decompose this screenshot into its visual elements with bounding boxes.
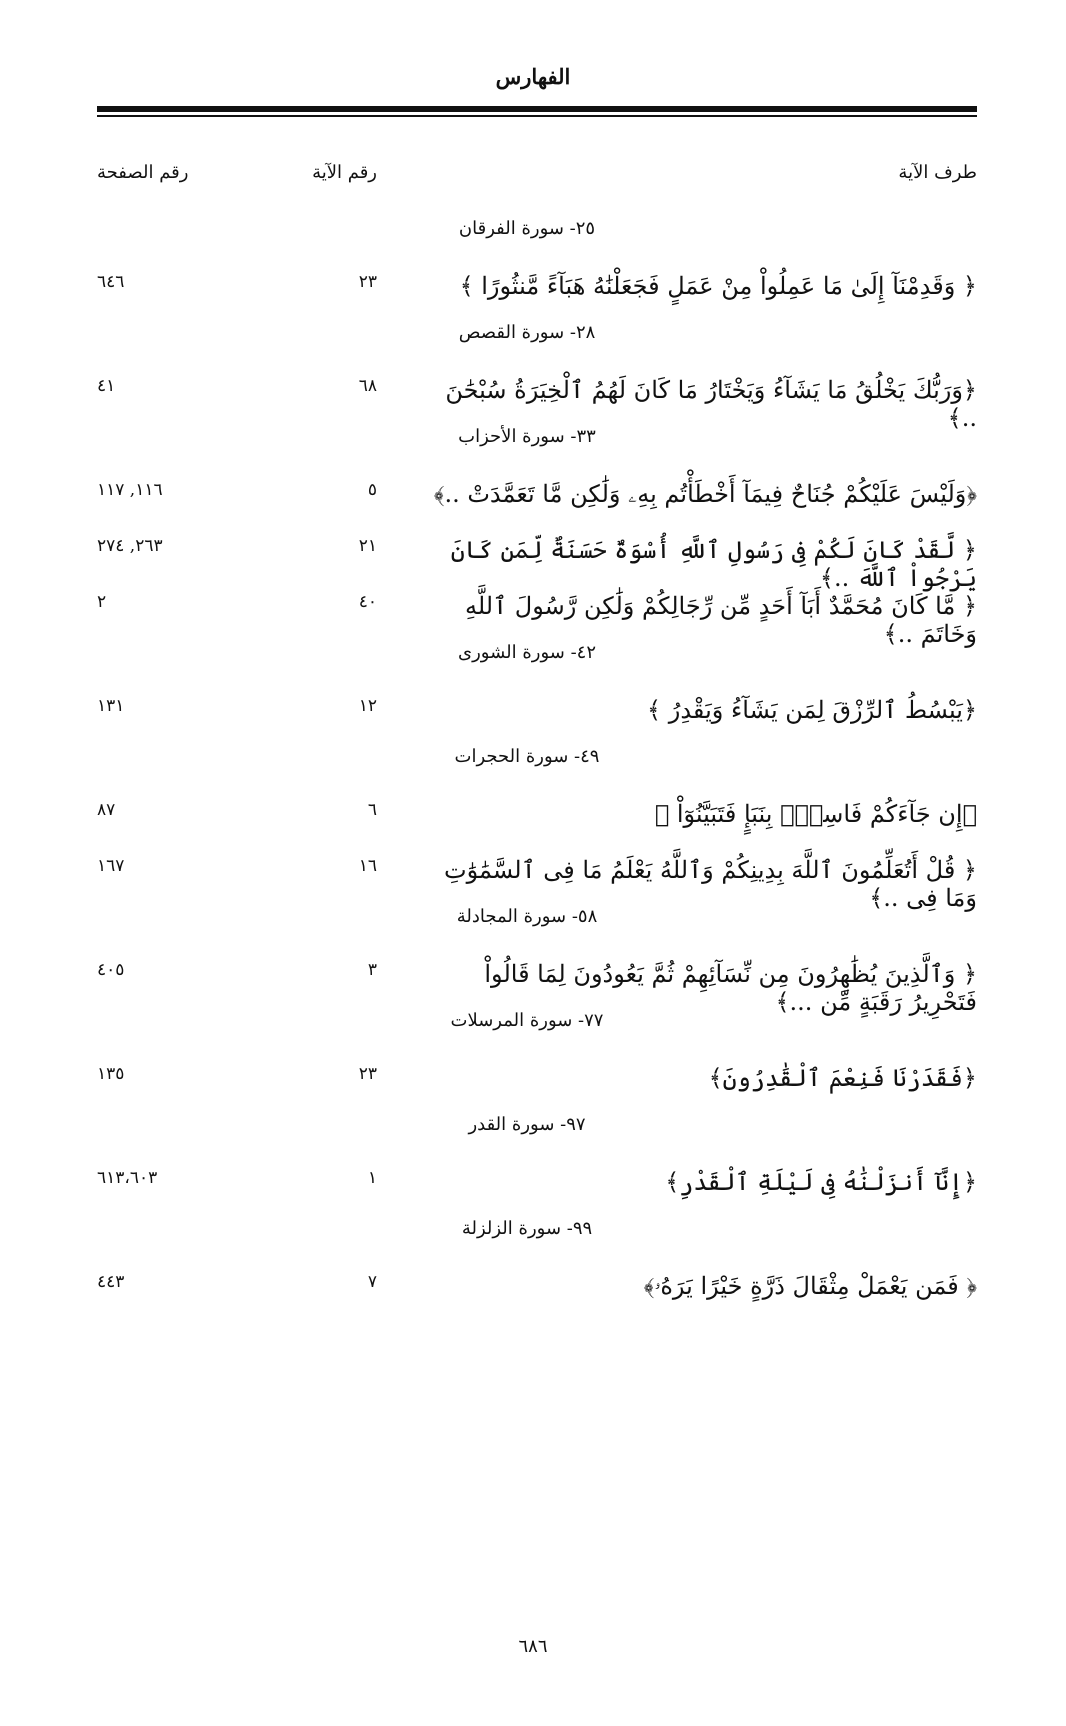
ayah-number: ١٢ — [358, 696, 377, 716]
ayah-number: ٢٣ — [358, 272, 377, 292]
page-ref: ١٣١ — [97, 696, 125, 716]
page-ref: ٨٧ — [97, 800, 116, 820]
header-ayah: رقم الآية — [312, 162, 377, 183]
index-table — [97, 150, 977, 1314]
verse-row — [97, 466, 977, 522]
verse-text: ﴿يَبْسُطُ ٱلرِّزْقَ لِمَن يَشَآءُ وَيَقْدِرُ ﴾ — [647, 696, 977, 724]
surah-heading — [97, 418, 977, 466]
page-ref: ١٦٧ — [97, 856, 125, 876]
page-ref: ٢ — [97, 592, 107, 612]
verse-text: ﴿ وَٱلَّذِينَ يُظَٰهِرُونَ مِن نِّسَآئِهِمْ ثُمَّ يَعُودُونَ لِمَا قَالُواْ فَتَحْرِيرُ رَقَبَةٍ مِّن ...﴾ — [484, 960, 977, 1016]
page-ref: ٤٤٣ — [97, 1272, 125, 1292]
page-ref: ١١٦, ١١٧ — [97, 480, 163, 500]
surah-title: ٢٥- سورة الفرقان — [458, 218, 596, 239]
verse-text: ﴿فَقَدَرْنَا فَنِعْمَ ٱلْقَٰدِرُونَ﴾ — [708, 1064, 977, 1092]
surah-title: ٤٢- سورة الشورى — [458, 642, 596, 663]
ayah-number: ٦٨ — [358, 376, 377, 396]
verse-text: ﴿وَلَيْسَ عَلَيْكُمْ جُنَاحٌ فِيمَآ أَخْطَأْتُم بِهِۦ وَلَٰكِن مَّا تَعَمَّدَتْ ..﴾ — [433, 480, 977, 508]
ayah-number: ٧ — [367, 1272, 377, 1292]
verse-text: ﴿إِنَّآ أَنزَلْنَٰهُ فِى لَيْلَةِ ٱلْقَدْرِ﴾ — [665, 1168, 977, 1196]
page-ref: ١٣٥ — [97, 1064, 125, 1084]
surah-heading — [97, 314, 977, 362]
ayah-number: ٥ — [367, 480, 377, 500]
verse-row — [97, 946, 977, 1016]
verse-text: ﴿ مَّا كَانَ مُحَمَّدٌ أَبَآ أَحَدٍ مِّن رِّجَالِكُمْ وَلَٰكِن رَّسُولَ ٱللَّهِ وَخَاتَمَ ..﴾ — [464, 592, 977, 648]
verse-text: ﴿وَرَبُّكَ يَخْلُقُ مَا يَشَآءُ وَيَخْتَارُ مَا كَانَ لَهُمُ ٱلْخِيَرَةُ سُبْحَٰنَ ..﴾ — [445, 376, 977, 432]
column-headers — [97, 150, 977, 210]
surah-title: ٢٨- سورة القصص — [458, 322, 596, 343]
page-ref: ٦١٣،٦٠٣ — [97, 1168, 158, 1188]
running-head: الفهارس — [495, 64, 571, 89]
ayah-number: ٢١ — [358, 536, 377, 556]
ayah-number: ٣ — [367, 960, 377, 980]
verse-row — [97, 1050, 977, 1106]
verse-text: ﴿ قُلْ أَتُعَلِّمُونَ ٱللَّهَ بِدِينِكُمْ وَٱللَّهُ يَعْلَمُ مَا فِى ٱلسَّمَٰوَٰتِ وَمَا فِى ..﴾ — [443, 856, 977, 912]
surah-heading — [97, 210, 977, 258]
page-number: ٦٨٦ — [518, 1636, 548, 1657]
verse-text: ﴿ لَّقَدْ كَانَ لَكُمْ فِى رَسُولِ ٱللَّهِ أُسْوَةٌ حَسَنَةٌ لِّمَن كَانَ يَرْجُواْ ٱللَّهَ ..﴾ — [450, 536, 977, 592]
surah-title: ٧٧- سورة المرسلات — [450, 1010, 604, 1031]
verse-row — [97, 578, 977, 648]
verse-row — [97, 362, 977, 432]
ayah-number: ١٦ — [358, 856, 377, 876]
header-verse: طرف الآية — [898, 162, 977, 183]
surah-heading — [97, 1210, 977, 1258]
page-ref: ٤٠٥ — [97, 960, 125, 980]
header-rule-thin — [97, 115, 977, 117]
verse-row — [97, 1258, 977, 1314]
verse-row — [97, 522, 977, 592]
verse-row — [97, 786, 977, 842]
ayah-number: ٤٠ — [358, 592, 377, 612]
surah-heading — [97, 634, 977, 682]
ayah-number: ٢٣ — [358, 1064, 377, 1084]
ayah-number: ١ — [367, 1168, 377, 1188]
ayah-number: ٦ — [367, 800, 377, 820]
verse-text: ﴿ فَمَن يَعْمَلْ مِثْقَالَ ذَرَّةٍ خَيْرًا يَرَهُۥ﴾ — [643, 1272, 977, 1300]
surah-title: ٥٨- سورة المجادلة — [456, 906, 598, 927]
verse-text: ﴿إِن جَآءَكُمْ فَاسِقٌۢ بِنَبَإٍ فَتَبَيَّنُوٓاْ ﴾ — [654, 800, 977, 828]
surah-title: ٤٩- سورة الحجرات — [454, 746, 600, 767]
header-page: رقم الصفحة — [97, 162, 189, 183]
verse-row — [97, 258, 977, 314]
surah-heading — [97, 738, 977, 786]
verse-row — [97, 842, 977, 912]
page-ref: ٤١ — [97, 376, 116, 396]
surah-heading — [97, 1002, 977, 1050]
surah-heading — [97, 898, 977, 946]
surah-heading — [97, 1106, 977, 1154]
page-ref: ٦٤٦ — [97, 272, 125, 292]
verse-row — [97, 1154, 977, 1210]
surah-title: ٣٣- سورة الأحزاب — [458, 426, 596, 447]
surah-title: ٩٩- سورة الزلزلة — [461, 1218, 593, 1239]
header-rule-thick — [97, 106, 977, 112]
verse-row — [97, 682, 977, 738]
verse-text: ﴿ وَقَدِمْنَآ إِلَىٰ مَا عَمِلُواْ مِنْ عَمَلٍ فَجَعَلْنَٰهُ هَبَآءً مَّنثُورًا ﴾ — [459, 272, 977, 300]
page-ref: ٢٦٣, ٢٧٤ — [97, 536, 163, 556]
surah-title: ٩٧- سورة القدر — [468, 1114, 586, 1135]
